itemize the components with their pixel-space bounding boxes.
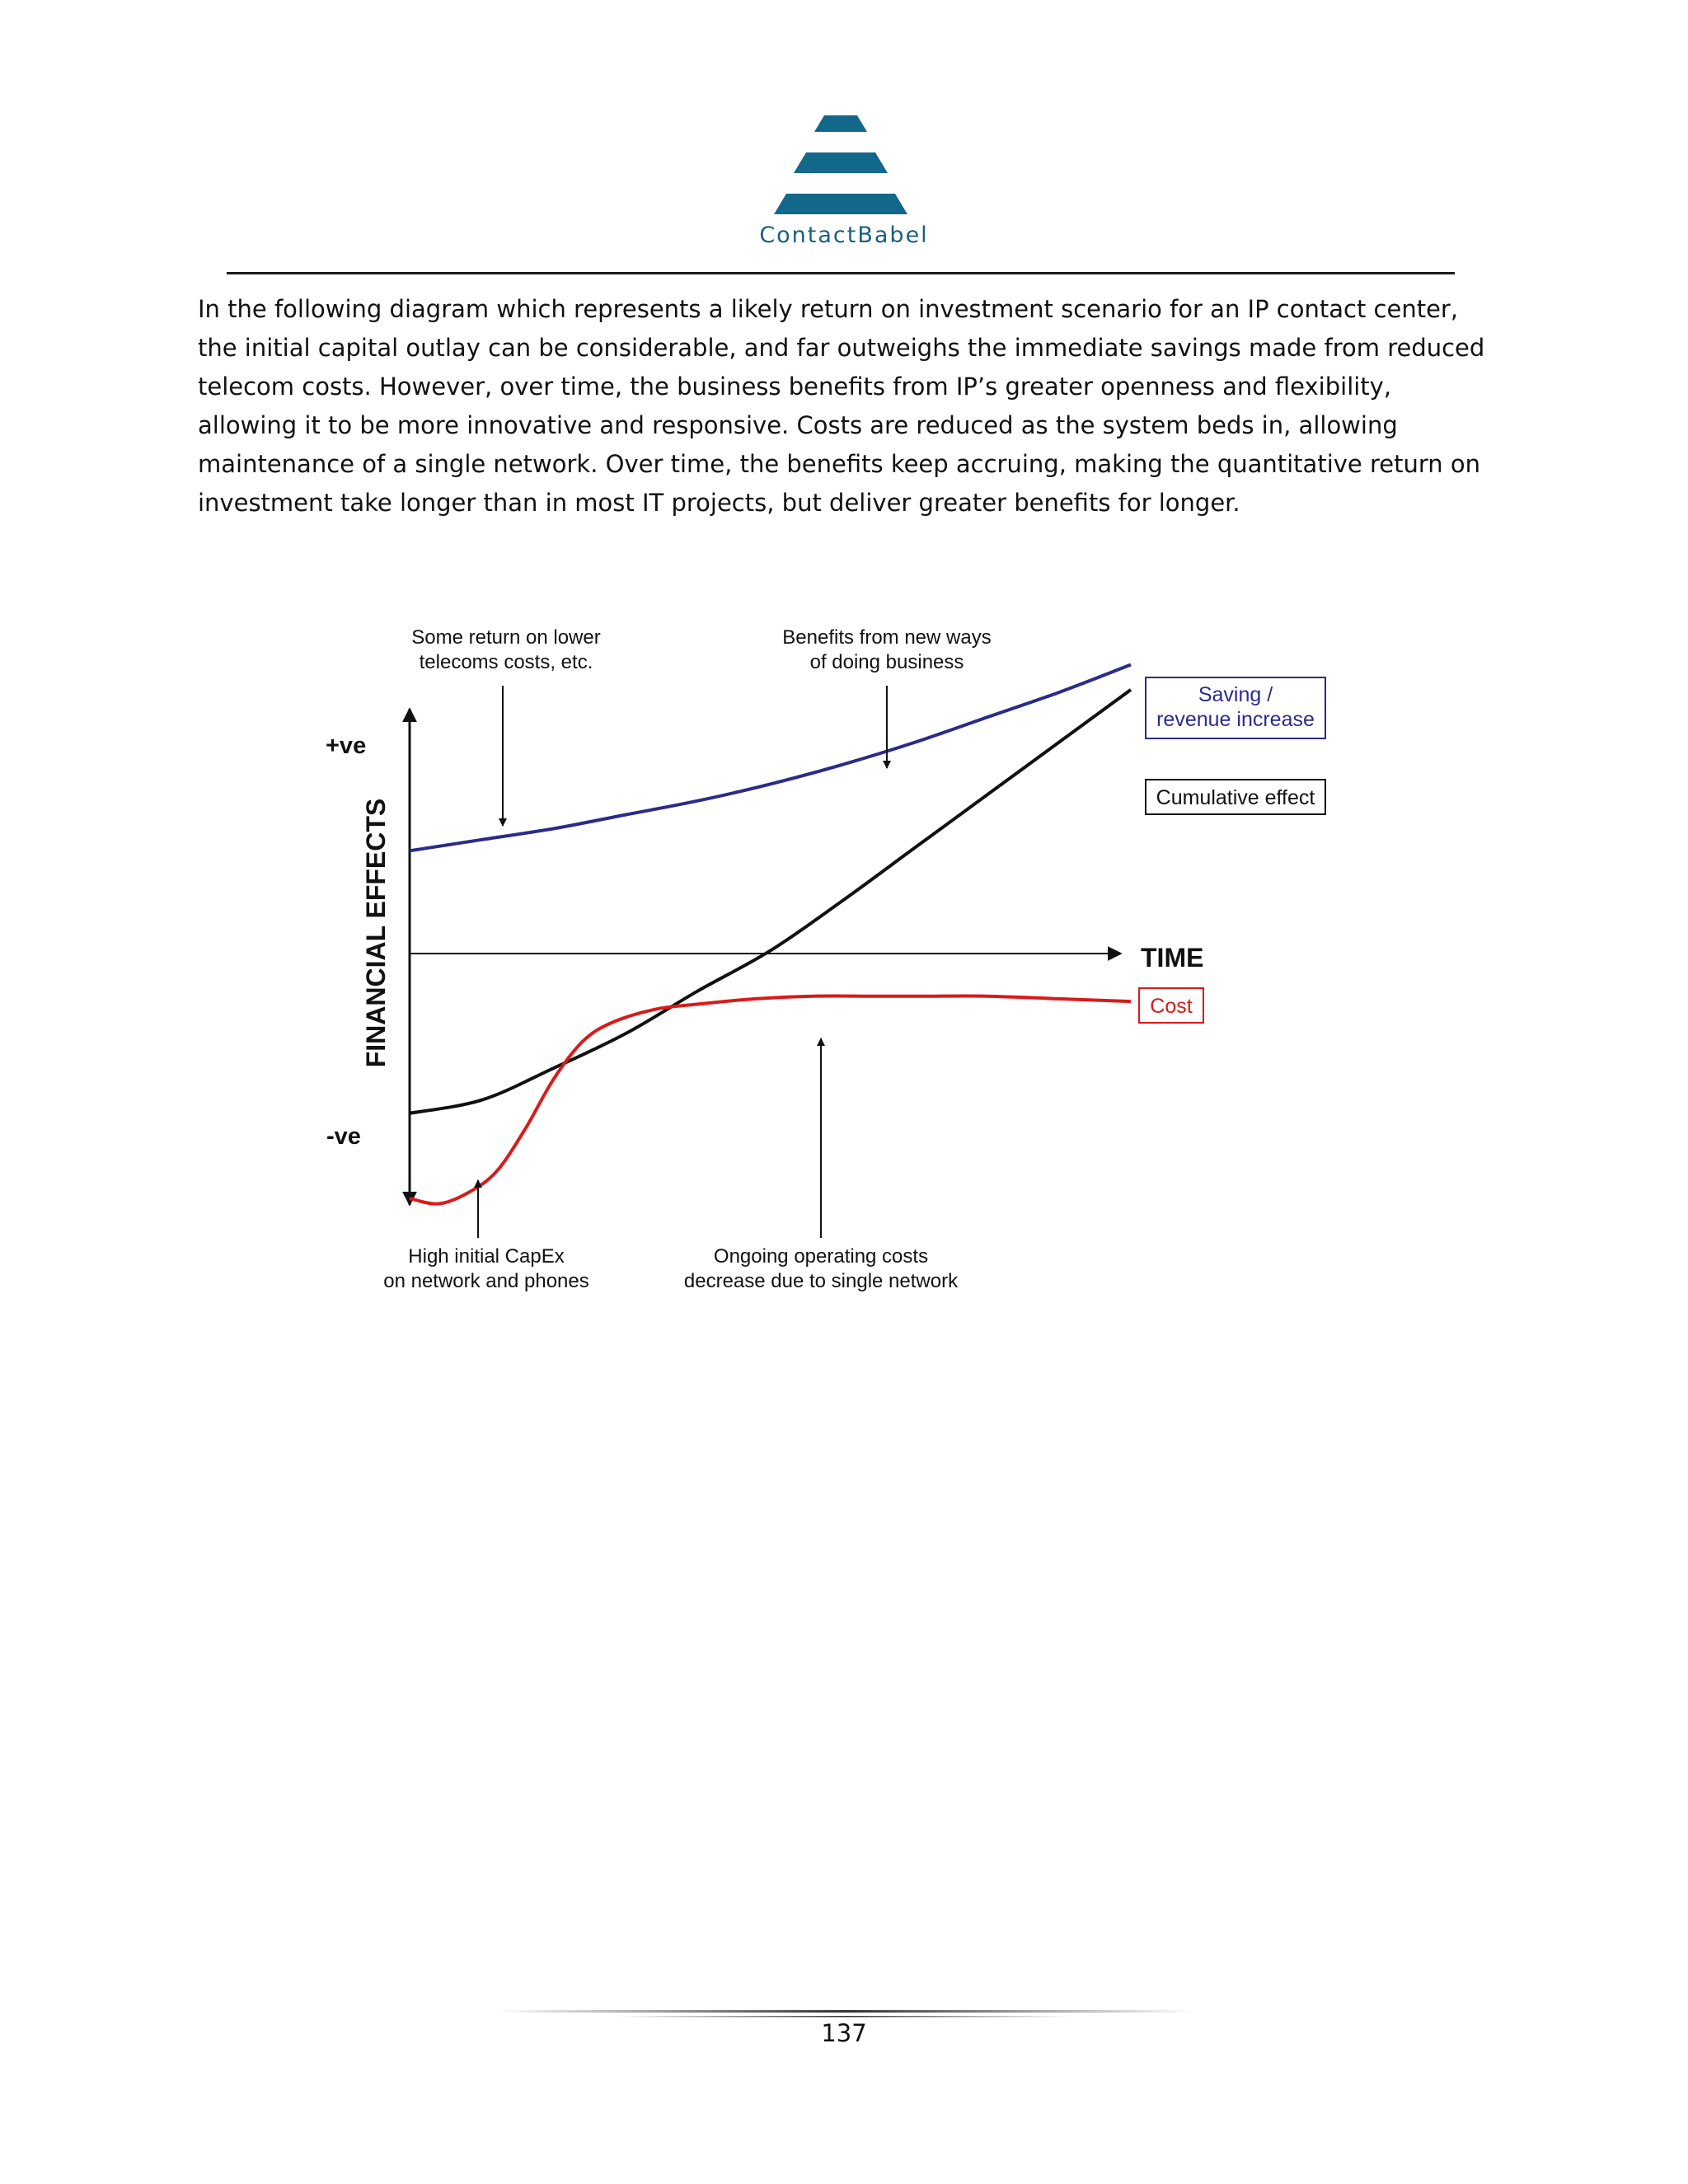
legend-cumulative-effect [1146, 780, 1325, 814]
cumulative-effect-line [410, 690, 1131, 1113]
logo-text: ContactBabel [759, 223, 929, 248]
y-axis-title: FINANCIAL EFFECTS [361, 798, 391, 1068]
legend-saving-revenue-label: Saving / revenue increase [1156, 683, 1315, 731]
y-negative-label: -ve [326, 1123, 361, 1150]
annotation-operating-costs: Ongoing operating costs decrease due to single network [683, 1245, 959, 1292]
annotation-new-business: Benefits from new ways of doing business [782, 626, 992, 673]
x-axis-title: TIME [1141, 943, 1204, 972]
cost-line [410, 996, 1131, 1203]
legend-cumulative-effect-label: Cumulative effect [1156, 786, 1315, 809]
page-number: 137 [821, 2019, 867, 2047]
annotation-telecoms-return: Some return on lower telecoms costs, etc. [411, 626, 601, 673]
legend-saving-revenue [1146, 677, 1325, 738]
saving-revenue-line [410, 665, 1131, 851]
y-positive-label: +ve [326, 733, 367, 759]
legend-cost [1139, 988, 1203, 1023]
body-paragraph: In the following diagram which represents a likely return on investment scenario for an IP contact center, the initial capital outlay can be considerable, and far outweighs the immediate savings made from reduced telecom costs. However, over time, the business benefits from IP’s greater openness and flexibility, allowing it to be more innovative and responsive. Costs are reduced as the system beds in, allowing maintenance of a single network. Over time, the benefits keep accruing, making the quantitative return on investment take longer than in most IT projects, but deliver greater benefits for longer. [198, 295, 1485, 517]
legend-cost-label: Cost [1150, 995, 1193, 1018]
annotation-capex: High initial CapEx on network and phones [383, 1245, 589, 1292]
